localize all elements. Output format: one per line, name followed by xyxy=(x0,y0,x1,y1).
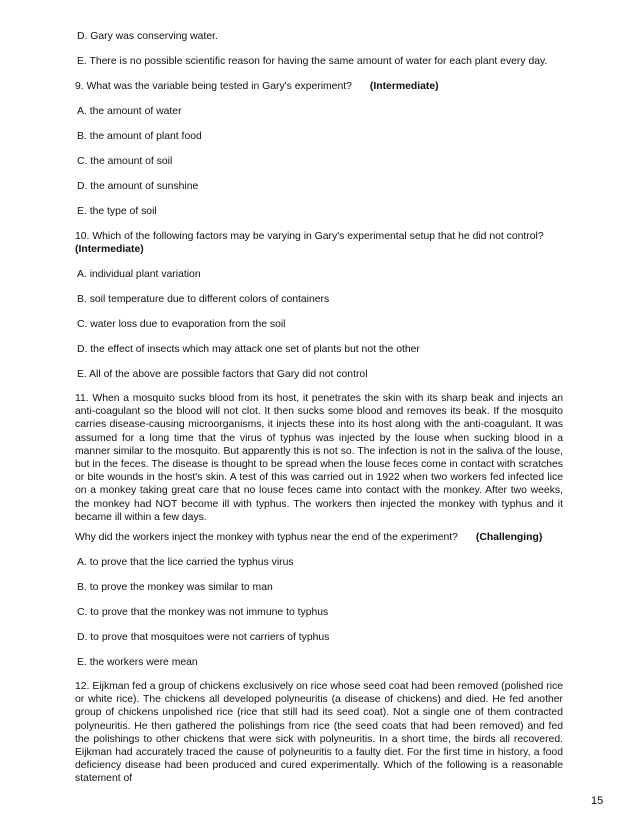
q11-question-text: Why did the workers inject the monkey with typhus near the end of the experiment? xyxy=(75,532,458,543)
q11-level: (Challenging) xyxy=(475,532,543,543)
q10-option-a: A. individual plant variation xyxy=(77,269,201,280)
q10-option-c: C. water loss due to evaporation from the soil xyxy=(77,319,286,330)
q9-option-c: C. the amount of soil xyxy=(77,156,173,167)
q8-option-d: D. Gary was conserving water. xyxy=(77,31,218,42)
q11-option-c: C. to prove that the monkey was not immune to typhus xyxy=(77,607,329,618)
q9-question xyxy=(75,80,439,93)
q9-question-text: 9. What was the variable being tested in Gary's experiment? xyxy=(75,81,352,92)
q9-level: (Intermediate) xyxy=(369,81,439,92)
q11-option-d: D. to prove that mosquitoes were not carriers of typhus xyxy=(77,632,330,643)
q9-option-e: E. the type of soil xyxy=(77,206,157,217)
q10-option-b: B. soil temperature due to different colors of containers xyxy=(77,294,330,305)
q11-option-a: A. to prove that the lice carried the typhus virus xyxy=(77,557,294,568)
q10-level: (Intermediate) xyxy=(75,244,144,256)
q11-option-b: B. to prove the monkey was similar to man xyxy=(77,582,273,593)
q8-option-e: E. There is no possible scientific reason for having the same amount of water for each plant every day. xyxy=(77,56,548,67)
q9-option-b: B. the amount of plant food xyxy=(77,131,202,142)
page-number: 15 xyxy=(591,795,604,807)
q10-option-e: E. All of the above are possible factors that Gary did not control xyxy=(77,369,368,380)
q12-passage: 12. Eijkman fed a group of chickens exclusively on rice whose seed coat had been removed (polished rice or white rice). The chickens all developed polyneuritis (a disease of chickens) and died. He fed another group of chickens unpolished rice (rice that still had its seed coat). Not a single one of them contracted polyneuritis. He then gathered the polishings from rice (the seed coats that had been removed) and fed the polishings to other chickens that were sick with polyneuritis. In a short time, the birds all recovered. Eijkman had accurately traced the cause of polyneuritis to a faulty diet. For the first time in history, a food deficiency disease had been produced and cured experimentally. Which of the following is a reasonable statement of xyxy=(75,681,563,785)
q10-question-text: 10. Which of the following factors may be varying in Gary's experimental setup that he did not control? xyxy=(75,231,544,242)
q11-passage: 11. When a mosquito sucks blood from its host, it penetrates the skin with its sharp beak and injects an anti-coagulant so the blood will not clot. It then sucks some blood and removes its beak. If the mosquito carries disease-causing microorganisms, it injects these into its host along with the anti-coagulant. It was assumed for a long time that the virus of typhus was injected by the louse when sucking blood in a manner similar to the mosquito. But apparently this is not so. The infection is not in the saliva of the louse, but in the feces. The disease is thought to be spread when the louse feces come in contact with scratches or bite wounds in the host's skin. A test of this was carried out in 1922 when two workers fed infected lice on a monkey taking great care that no louse feces came into contact with the monkey. After two weeks, the monkey had NOT become ill with typhus. The workers then injected the monkey with typhus and it became ill within a few days. xyxy=(75,393,563,523)
q10-question xyxy=(75,230,563,256)
q11-option-e: E. the workers were mean xyxy=(77,657,198,668)
q9-option-a: A. the amount of water xyxy=(77,106,182,117)
q10-option-d: D. the effect of insects which may attack one set of plants but not the other xyxy=(77,344,420,355)
q9-option-d: D. the amount of sunshine xyxy=(77,181,199,192)
q11-question xyxy=(75,531,542,544)
